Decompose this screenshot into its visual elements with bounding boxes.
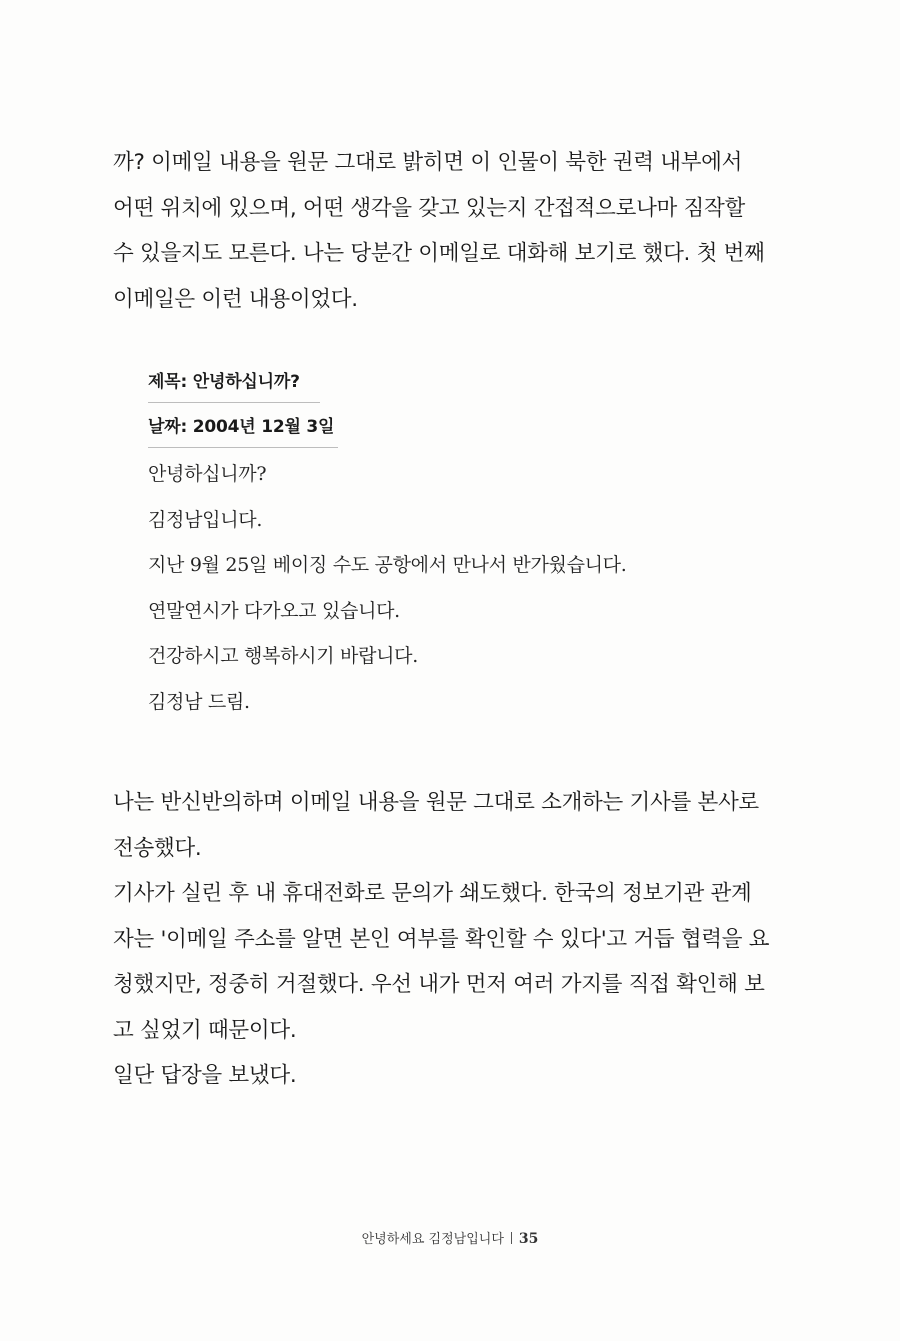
text-line: 수 있을지도 모른다. 나는 당분간 이메일로 대화해 보기로 했다. 첫 번째 <box>113 241 765 266</box>
text-line: 이메일은 이런 내용이었다. <box>113 286 358 312</box>
email-date: 날짜: 2004년 12월 3일 <box>148 413 338 448</box>
email-body-line: 김정남입니다. <box>148 508 263 531</box>
quoted-email <box>148 368 708 725</box>
text-line: 자는 '이메일 주소를 알면 본인 여부를 확인할 수 있다'고 거듭 협력을 요 <box>113 926 770 952</box>
email-subject: 제목: 안녕하십니까? <box>148 368 320 403</box>
email-body-line: 김정남 드림. <box>148 690 250 713</box>
text-line: 일단 답장을 보냈다. <box>113 1063 297 1088</box>
text-line: 고 싶었기 때문이다. <box>113 1017 297 1043</box>
email-body-line: 건강하시고 행복하시기 바랍니다. <box>148 645 418 667</box>
body-paragraph-2 <box>113 780 793 1099</box>
text-line: 어떤 위치에 있으며, 어떤 생각을 갖고 있는지 간접적으로나마 짐작할 <box>113 195 745 221</box>
footer-divider <box>511 1232 512 1244</box>
page-number: 35 <box>518 1231 539 1247</box>
email-body-line: 지난 9월 25일 베이징 수도 공항에서 만나서 반가웠습니다. <box>148 554 627 576</box>
body-paragraph-1 <box>113 140 793 322</box>
email-body <box>148 452 708 725</box>
text-line: 청했지만, 정중히 거절했다. 우선 내가 먼저 여러 가지를 직접 확인해 보 <box>113 972 765 997</box>
running-title: 안녕하세요 김정남입니다 <box>361 1232 504 1247</box>
text-line: 전송했다. <box>113 835 202 861</box>
text-line: 까? 이메일 내용을 원문 그대로 밝히면 이 인물이 북한 권력 내부에서 <box>113 150 743 175</box>
page-footer <box>0 1228 900 1247</box>
email-body-line: 연말연시가 다가오고 있습니다. <box>148 599 400 622</box>
text-line: 나는 반신반의하며 이메일 내용을 원문 그대로 소개하는 기사를 본사로 <box>113 790 759 815</box>
text-line: 기사가 실린 후 내 휴대전화로 문의가 쇄도했다. 한국의 정보기관 관계 <box>113 881 752 906</box>
email-body-line: 안녕하십니까? <box>148 463 267 485</box>
